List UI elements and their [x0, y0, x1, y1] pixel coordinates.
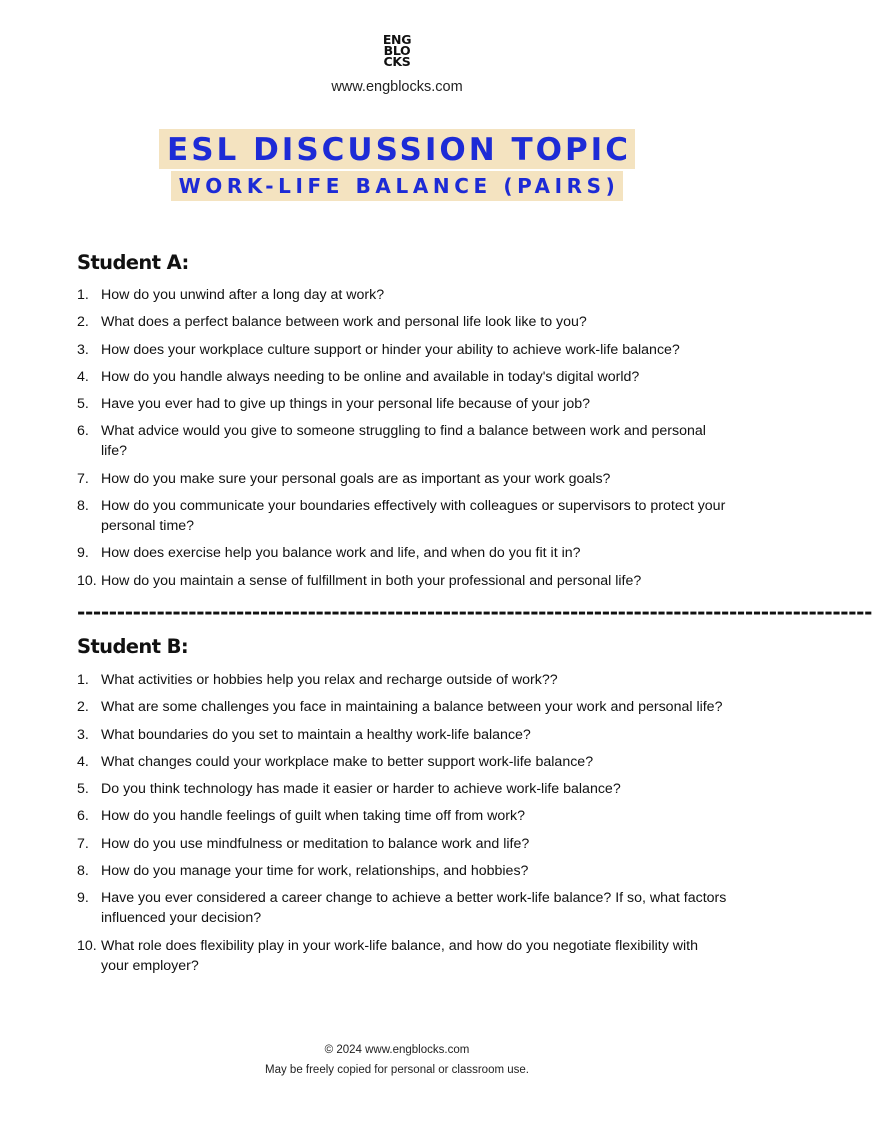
question-number: 2. [77, 314, 89, 331]
footer-copyright: © 2024 www.engblocks.com [324, 1044, 470, 1056]
question-text: What activities or hobbies help you relax and recharge outside of work?? [101, 672, 558, 688]
title-block [0, 129, 794, 201]
logo-line: ENG [382, 32, 412, 47]
student-a-question-list [77, 285, 727, 598]
question-number: 1. [77, 672, 89, 688]
question-number: 3. [77, 341, 89, 358]
logo-line: CKS [383, 54, 411, 69]
question-item [77, 312, 727, 332]
question-number: 6. [77, 423, 89, 440]
question-text: How do you use mindfulness or meditation to balance work and life? [101, 835, 530, 852]
question-number: 8. [77, 863, 89, 880]
question-number: 1. [77, 287, 89, 303]
page-subtitle: WORK-LIFE BALANCE (PAIRS) [171, 171, 624, 201]
page-header [0, 34, 794, 95]
question-item [77, 834, 727, 854]
question-item [77, 888, 727, 928]
question-item [77, 394, 727, 414]
question-item [77, 285, 727, 305]
question-text: How does your workplace culture support or hinder your ability to achieve work-life balance? [101, 341, 680, 358]
question-text: How do you unwind after a long day at work? [101, 287, 385, 303]
question-text: How do you manage your time for work, relationships, and hobbies? [101, 863, 529, 880]
question-number: 5. [77, 781, 89, 798]
question-number: 5. [77, 396, 89, 413]
question-item [77, 779, 727, 799]
question-item [77, 861, 727, 881]
question-text: What role does flexibility play in your work-life balance, and how do you negotiate flexibility with your employer? [101, 937, 698, 974]
question-item [77, 496, 727, 536]
page-title: ESL DISCUSSION TOPIC [159, 129, 635, 169]
question-item [77, 752, 727, 772]
question-text: How do you maintain a sense of fulfillment in both your professional and personal life? [101, 572, 642, 589]
question-number: 9. [77, 545, 89, 562]
question-text: What does a perfect balance between work and personal life look like to you? [101, 314, 587, 331]
question-item [77, 670, 727, 690]
question-number: 8. [77, 498, 89, 515]
site-url[interactable]: www.engblocks.com [331, 79, 463, 95]
question-item [77, 340, 727, 360]
question-item [77, 469, 727, 489]
question-text: How do you handle feelings of guilt when taking time off from work? [101, 808, 526, 825]
question-number: 3. [77, 726, 89, 743]
question-number: 2. [77, 699, 89, 716]
section-divider: ---------------------------------------------------------------------------------------------------- [77, 600, 872, 624]
question-item [77, 697, 727, 717]
question-item [77, 725, 727, 745]
question-item [77, 421, 727, 461]
question-item [77, 571, 727, 591]
question-number: 4. [77, 368, 89, 385]
question-number: 10. [77, 572, 97, 589]
question-item [77, 936, 727, 976]
student-b-question-list [77, 670, 727, 983]
question-text: How do you communicate your boundaries effectively with colleagues or supervisors to protect your personal time? [101, 498, 726, 535]
question-number: 10. [77, 937, 97, 954]
footer-note: May be freely copied for personal or classroom use. [265, 1064, 529, 1076]
question-number: 7. [77, 470, 89, 487]
question-number: 7. [77, 835, 89, 852]
question-text: How do you make sure your personal goals are as important as your work goals? [101, 470, 611, 487]
question-text: What advice would you give to someone struggling to find a balance between work and personal life? [101, 423, 706, 460]
page-footer [0, 1044, 794, 1084]
question-text: What are some challenges you face in maintaining a balance between your work and personal life? [101, 699, 723, 716]
question-number: 4. [77, 753, 89, 770]
student-a-heading: Student A: [77, 251, 189, 274]
question-text: Have you ever considered a career change to achieve a better work-life balance? If so, what factors influenced your decision? [101, 890, 727, 927]
question-text: What boundaries do you set to maintain a healthy work-life balance? [101, 726, 531, 743]
question-item [77, 806, 727, 826]
question-item [77, 543, 727, 563]
question-text: How does exercise help you balance work and life, and when do you fit it in? [101, 545, 581, 562]
engblocks-logo [383, 34, 411, 67]
question-number: 6. [77, 808, 89, 825]
question-item [77, 367, 727, 387]
question-text: How do you handle always needing to be online and available in today's digital world? [101, 368, 640, 385]
question-text: Have you ever had to give up things in your personal life because of your job? [101, 396, 590, 413]
question-text: Do you think technology has made it easier or harder to achieve work-life balance? [101, 781, 621, 798]
logo-line: BLO [383, 43, 411, 58]
question-text: What changes could your workplace make to better support work-life balance? [101, 753, 594, 770]
question-number: 9. [77, 890, 89, 907]
student-b-heading: Student B: [77, 635, 189, 658]
